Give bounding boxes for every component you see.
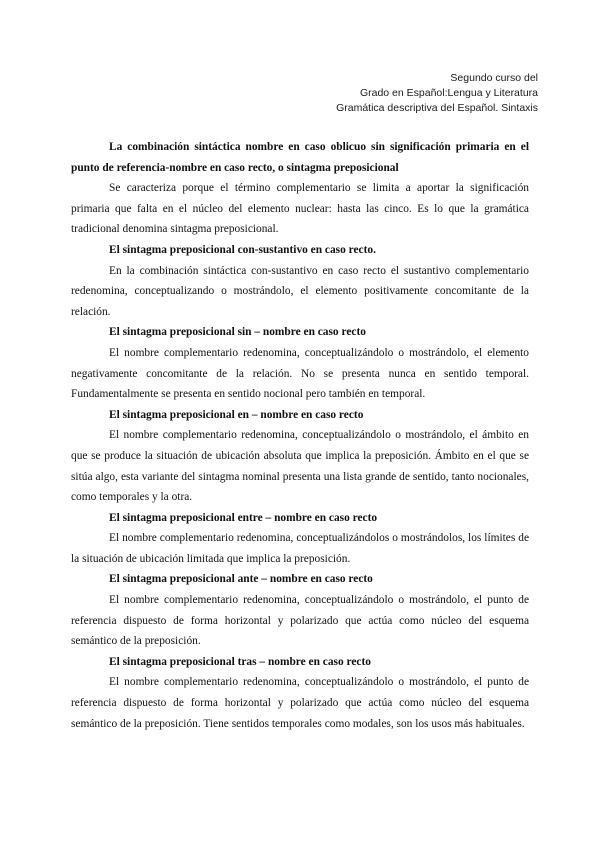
header-line-subject: Gramática descriptiva del Español. Sintaxis (336, 102, 538, 114)
section-text-ante: El nombre complementario redenomina, conceptualizándolo o mostrándolo, el punto de referencia dispuesto de forma horizontal y polarizado que actúa como núcleo del esquema semántico de la preposición. (71, 594, 529, 648)
header-line-course: Segundo curso del (450, 72, 538, 84)
section-heading-tras: El sintagma preposicional tras – nombre en caso recto (109, 655, 371, 668)
section-text-entre: El nombre complementario redenomina, conceptualizándolos o mostrándolos, los límites de la situación de ubicación limitada que implica la preposición. (71, 532, 529, 565)
course-header (336, 71, 538, 116)
section-heading-entre: El sintagma preposicional entre – nombre en caso recto (109, 511, 378, 524)
section-text-con: En la combinación sintáctica con-sustantivo en caso recto el sustantivo complementario redenomina, conceptualizando o mostrándolo, el elemento positivamente concomitante de la relación. (71, 264, 529, 318)
section-heading-sin: El sintagma preposicional sin – nombre en caso recto (109, 326, 366, 339)
section-heading-en: El sintagma preposicional en – nombre en caso recto (109, 408, 364, 421)
document-title: La combinación sintáctica nombre en caso oblicuo sin significación primaria en el punto de referencia-nombre en caso recto, o sintagma preposicional (71, 141, 529, 174)
section-text-en: El nombre complementario redenomina, conceptualizándolo o mostrándolo, el ámbito en que se produce la situación de ubicación absoluta que implica la preposición. Ámbito en el que se sitúa algo, esta variante del sintagma nominal presenta una lista grande de sentido, tanto nocionales, como temporales y la otra. (71, 429, 529, 504)
section-heading-ante: El sintagma preposicional ante – nombre en caso recto (109, 573, 373, 586)
intro-paragraph: Se caracteriza porque el término complementario se limita a aportar la significación primaria que falta en el núcleo del elemento nuclear: hasta las cinco. Es lo que la gramática tradicional denomina sintagma preposicional. (71, 182, 529, 236)
document-body (71, 137, 529, 734)
section-text-tras: El nombre complementario redenomina, conceptualizándolo o mostrándolo, el punto de referencia dispuesto de forma horizontal y polarizado que actúa como núcleo del esquema semántico de la preposición. Tiene sentidos temporales como modales, son los usos más habituales. (71, 676, 529, 730)
section-heading-con: El sintagma preposicional con-sustantivo en caso recto. (109, 243, 376, 256)
header-line-degree: Grado en Español:Lengua y Literatura (359, 87, 538, 99)
section-text-sin: El nombre complementario redenomina, conceptualizándolo o mostrándolo, el elemento negativamente concomitante de la relación. No se presenta nunca en sentido temporal. Fundamentalmente se presenta en sentido nocional pero también en temporal. (71, 346, 529, 401)
